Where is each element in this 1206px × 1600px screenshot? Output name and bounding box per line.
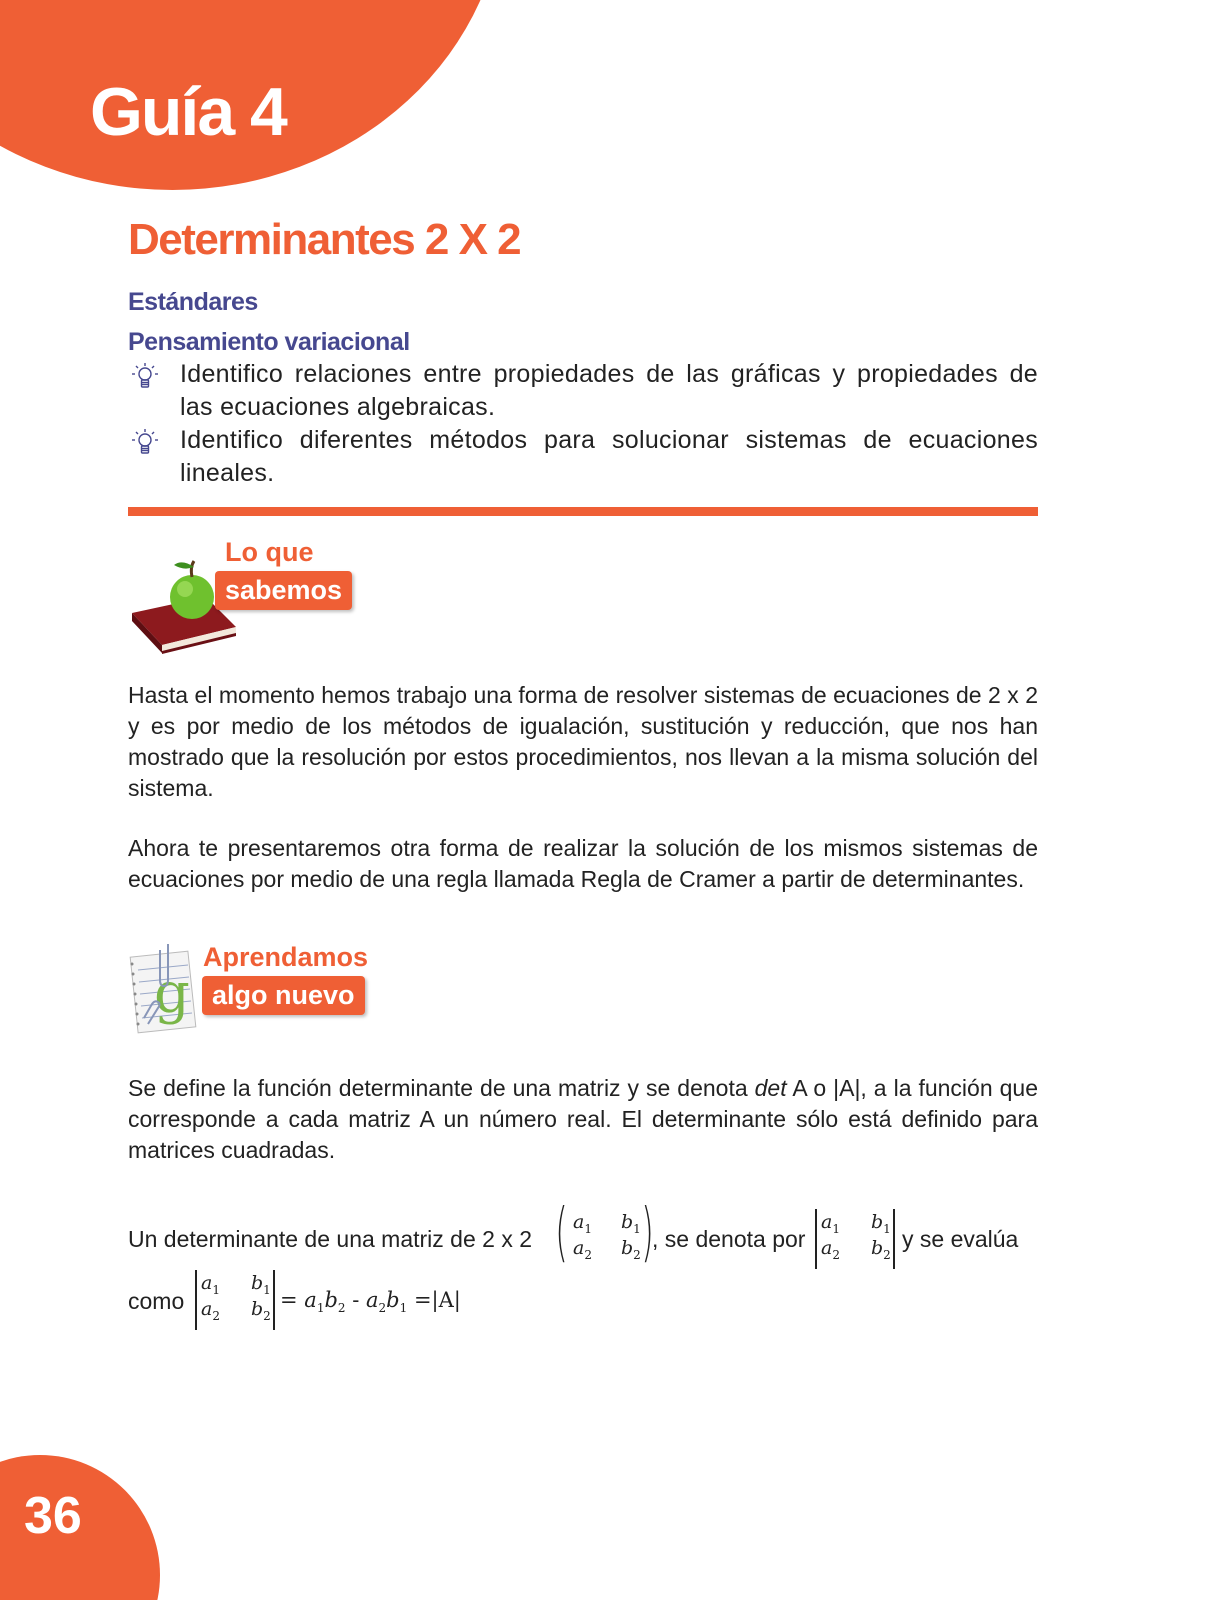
paragraph-intro: Hasta el momento hemos trabajo una forma de resolver sistemas de ecuaciones de 2 x 2 y es por medio de los métodos de igualación, sustitución y reducción, que nos han mostrado que la resolución por estos procedimientos, nos llevan a la misma solución del sistema. (128, 682, 1038, 801)
section-divider (128, 507, 1038, 516)
definition-det: det (754, 1075, 787, 1101)
standards-list (128, 358, 1038, 490)
math-como-text: como (128, 1288, 185, 1314)
matrix-cell-a2: $a_2$ (573, 1237, 592, 1262)
math-denoted-text: , se denota por (652, 1226, 806, 1252)
standards-item-text: Identifico relaciones entre propiedades de las gráficas y propiedades de las ecuaciones algebraicas. (180, 360, 1038, 421)
det-cell-b1: $b_1$ (251, 1272, 271, 1297)
notebook-g-icon (128, 940, 200, 1036)
page-number: 36 (24, 1487, 82, 1545)
matrix-cell-b1: $b_1$ (621, 1211, 641, 1236)
math-evaluated-text: y se evalúa (902, 1226, 1019, 1252)
left-paren: ( (555, 1196, 568, 1270)
left-bar (815, 1209, 817, 1269)
right-bar (273, 1270, 275, 1330)
determinant-result: =|A| (413, 1288, 461, 1312)
section-badge-new-line1: Aprendamos (203, 942, 369, 972)
determinant-evaluation (195, 1266, 285, 1338)
section-badge-new (128, 940, 378, 1040)
section-badge-known-line2: sabemos (215, 571, 352, 610)
standards-item-text: Identifico diferentes métodos para solucionar sistemas de ecuaciones lineales. (180, 426, 1038, 487)
paragraph-definition (128, 1073, 1038, 1166)
lightbulb-icon (130, 428, 160, 456)
det-cell-b2: $b_2$ (871, 1237, 891, 1262)
standards-heading: Estándares (128, 288, 258, 316)
det-cell-a2: $a_2$ (821, 1237, 840, 1262)
page-title: Determinantes 2 X 2 (128, 215, 521, 264)
section-badge-known (128, 537, 368, 655)
determinant-notation (815, 1205, 905, 1277)
right-paren: ) (641, 1196, 654, 1270)
guide-title: Guía 4 (90, 74, 286, 150)
math-intro-text: Un determinante de una matriz de 2 x 2 (128, 1226, 533, 1252)
lightbulb-icon (130, 362, 160, 390)
det-cell-a2: $a_2$ (201, 1298, 220, 1323)
standards-subheading: Pensamiento variacional (128, 328, 410, 356)
definition-part1: Se define la función determinante de una matriz y se denota (128, 1075, 755, 1101)
det-cell-a1: $a_1$ (201, 1272, 220, 1297)
determinant-formula: = $a_1b_2 - a_2b_1 =|A|$ (280, 1288, 461, 1316)
svg-text:g: g (154, 961, 190, 1026)
matrix-cell-b2: $b_2$ (621, 1237, 641, 1262)
section-badge-new-line2: algo nuevo (202, 976, 365, 1015)
definition-part2: A o |A|, a la función que corresponde a cada matriz A un número real. El determinante sólo está definido para matrices cuadradas. (128, 1075, 1038, 1163)
det-cell-b1: $b_1$ (871, 1211, 891, 1236)
standards-item (128, 358, 1038, 424)
left-bar (195, 1270, 197, 1330)
section-badge-known-line1: Lo que (225, 537, 314, 567)
matrix-cell-a1: $a_1$ (573, 1211, 592, 1236)
matrix-parentheses (555, 1196, 655, 1277)
standards-item (128, 424, 1038, 490)
det-cell-b2: $b_2$ (251, 1298, 271, 1323)
det-cell-a1: $a_1$ (821, 1211, 840, 1236)
paragraph-cramer: Ahora te presentaremos otra forma de realizar la solución de los mismos sistemas de ecuaciones por medio de una regla llamada Regla de Cramer a partir de determinantes. (128, 835, 1038, 892)
right-bar (893, 1209, 895, 1269)
